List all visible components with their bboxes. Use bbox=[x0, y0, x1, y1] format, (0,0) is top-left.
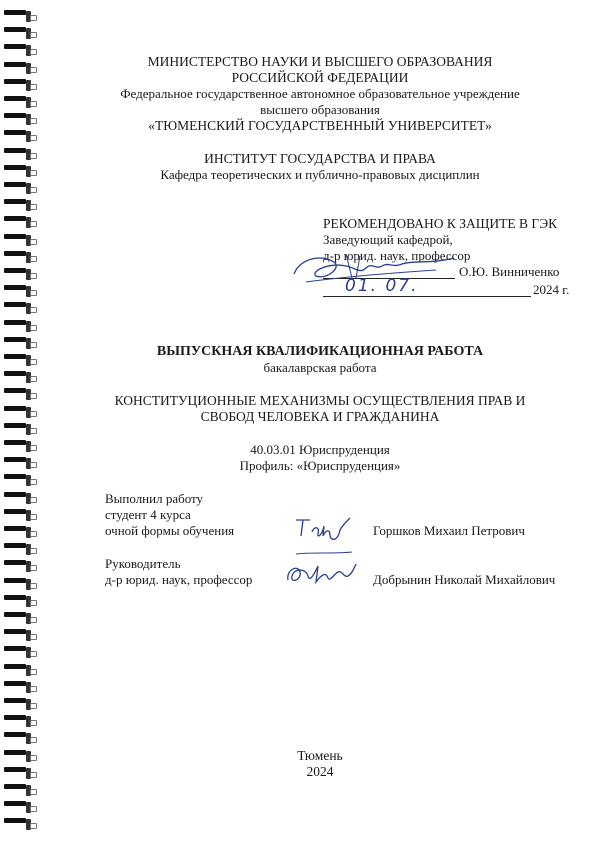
binding-ring bbox=[4, 818, 26, 823]
binding-ring bbox=[4, 526, 26, 531]
head-title: Заведующий кафедрой, bbox=[323, 232, 453, 247]
binding-ring bbox=[4, 44, 26, 49]
binding-ring bbox=[4, 801, 26, 806]
binding-ring bbox=[4, 130, 26, 135]
student-name: Горшков Михаил Петрович bbox=[373, 523, 525, 538]
institute-name: ИНСТИТУТ ГОСУДАРСТВА И ПРАВА bbox=[204, 151, 436, 166]
binding-ring bbox=[4, 629, 26, 634]
binding-hole bbox=[30, 101, 37, 107]
binding-hole bbox=[30, 720, 37, 726]
binding-ring bbox=[4, 784, 26, 789]
binding-hole bbox=[30, 703, 37, 709]
head-name: О.Ю. Винниченко bbox=[459, 264, 560, 279]
binding-ring bbox=[4, 234, 26, 239]
binding-ring bbox=[4, 543, 26, 548]
work-type: ВЫПУСКНАЯ КВАЛИФИКАЦИОННАЯ РАБОТА bbox=[156, 344, 484, 359]
binding-ring bbox=[4, 750, 26, 755]
binding-ring bbox=[4, 698, 26, 703]
binding-ring bbox=[4, 320, 26, 325]
binding-hole bbox=[30, 565, 37, 571]
work-level: бакалаврская работа bbox=[263, 360, 377, 375]
binding-ring bbox=[4, 423, 26, 428]
binding-hole bbox=[30, 772, 37, 778]
binding-ring bbox=[4, 27, 26, 32]
date-line bbox=[323, 296, 531, 297]
binding-hole bbox=[30, 290, 37, 296]
binding-hole bbox=[30, 462, 37, 468]
head-degree: д-р юрид. наук, профессор bbox=[323, 248, 471, 263]
binding-ring bbox=[4, 199, 26, 204]
binding-ring bbox=[4, 285, 26, 290]
binding-hole bbox=[30, 221, 37, 227]
binding-hole bbox=[30, 256, 37, 262]
binding-hole bbox=[30, 15, 37, 21]
binding-hole bbox=[30, 273, 37, 279]
binding-ring bbox=[4, 79, 26, 84]
binding-hole bbox=[30, 789, 37, 795]
binding-hole bbox=[30, 514, 37, 520]
binding-ring bbox=[4, 646, 26, 651]
binding-ring bbox=[4, 182, 26, 187]
university-name: «ТЮМЕНСКИЙ ГОСУДАРСТВЕННЫЙ УНИВЕРСИТЕТ» bbox=[148, 118, 492, 133]
binding-ring bbox=[4, 96, 26, 101]
binding-hole bbox=[30, 118, 37, 124]
binding-ring bbox=[4, 509, 26, 514]
binding-ring bbox=[4, 268, 26, 273]
binding-ring bbox=[4, 767, 26, 772]
binding-ring bbox=[4, 457, 26, 462]
profile: Профиль: «Юриспруденция» bbox=[239, 458, 401, 473]
binding-ring bbox=[4, 148, 26, 153]
spiral-binding bbox=[0, 0, 40, 842]
binding-hole bbox=[30, 325, 37, 331]
binding-hole bbox=[30, 376, 37, 382]
binding-hole bbox=[30, 239, 37, 245]
binding-ring bbox=[4, 578, 26, 583]
binding-ring bbox=[4, 715, 26, 720]
handwritten-date: 01. 07. bbox=[345, 276, 419, 296]
binding-ring bbox=[4, 440, 26, 445]
binding-hole bbox=[30, 531, 37, 537]
binding-hole bbox=[30, 135, 37, 141]
binding-hole bbox=[30, 359, 37, 365]
binding-hole bbox=[30, 342, 37, 348]
binding-hole bbox=[30, 170, 37, 176]
binding-hole bbox=[30, 583, 37, 589]
student-label-line-1: Выполнил работу bbox=[105, 491, 204, 506]
binding-hole bbox=[30, 686, 37, 692]
binding-hole bbox=[30, 479, 37, 485]
student-label-line-2: студент 4 курса bbox=[105, 507, 191, 522]
binding-ring bbox=[4, 474, 26, 479]
binding-ring bbox=[4, 732, 26, 737]
binding-ring bbox=[4, 595, 26, 600]
binding-ring bbox=[4, 10, 26, 15]
binding-ring bbox=[4, 216, 26, 221]
year: 2024 bbox=[306, 764, 334, 779]
binding-ring bbox=[4, 612, 26, 617]
supervisor-label-line-2: д-р юрид. наук, профессор bbox=[105, 572, 253, 587]
binding-hole bbox=[30, 393, 37, 399]
binding-ring bbox=[4, 165, 26, 170]
binding-hole bbox=[30, 806, 37, 812]
binding-ring bbox=[4, 251, 26, 256]
student-signature bbox=[292, 512, 354, 544]
ministry-line-1: МИНИСТЕРСТВО НАУКИ И ВЫСШЕГО ОБРАЗОВАНИЯ bbox=[147, 54, 493, 69]
institution-type-line-2: высшего образования bbox=[260, 102, 380, 117]
binding-hole bbox=[30, 445, 37, 451]
binding-hole bbox=[30, 307, 37, 313]
binding-hole bbox=[30, 737, 37, 743]
work-title-line-1: КОНСТИТУЦИОННЫЕ МЕХАНИЗМЫ ОСУЩЕСТВЛЕНИЯ ПРАВ И bbox=[114, 393, 526, 408]
binding-hole bbox=[30, 411, 37, 417]
binding-hole bbox=[30, 67, 37, 73]
binding-ring bbox=[4, 113, 26, 118]
supervisor-signature bbox=[282, 550, 362, 590]
binding-hole bbox=[30, 634, 37, 640]
ministry-line-2: РОССИЙСКОЙ ФЕДЕРАЦИИ bbox=[231, 70, 409, 85]
binding-ring bbox=[4, 681, 26, 686]
approval-year: 2024 г. bbox=[533, 282, 570, 297]
binding-hole bbox=[30, 497, 37, 503]
binding-hole bbox=[30, 428, 37, 434]
department-name: Кафедра теоретических и публично-правовых дисциплин bbox=[160, 167, 480, 182]
specialty: 40.03.01 Юриспруденция bbox=[250, 442, 390, 457]
binding-hole bbox=[30, 651, 37, 657]
binding-ring bbox=[4, 664, 26, 669]
student-label-line-3: очной формы обучения bbox=[105, 523, 235, 538]
binding-ring bbox=[4, 406, 26, 411]
binding-hole bbox=[30, 755, 37, 761]
binding-hole bbox=[30, 49, 37, 55]
binding-hole bbox=[30, 600, 37, 606]
binding-hole bbox=[30, 32, 37, 38]
city: Тюмень bbox=[297, 748, 343, 763]
binding-ring bbox=[4, 371, 26, 376]
institution-type-line-1: Федеральное государственное автономное образовательное учреждение bbox=[120, 86, 520, 101]
binding-ring bbox=[4, 62, 26, 67]
binding-ring bbox=[4, 388, 26, 393]
binding-hole bbox=[30, 204, 37, 210]
binding-ring bbox=[4, 560, 26, 565]
binding-hole bbox=[30, 823, 37, 829]
binding-hole bbox=[30, 153, 37, 159]
recommended-label: РЕКОМЕНДОВАНО К ЗАЩИТЕ В ГЭК bbox=[323, 216, 558, 231]
binding-hole bbox=[30, 617, 37, 623]
supervisor-label-line-1: Руководитель bbox=[105, 556, 181, 571]
binding-hole bbox=[30, 187, 37, 193]
binding-hole bbox=[30, 548, 37, 554]
supervisor-name: Добрынин Николай Михайлович bbox=[373, 572, 556, 587]
binding-ring bbox=[4, 337, 26, 342]
binding-ring bbox=[4, 302, 26, 307]
binding-ring bbox=[4, 492, 26, 497]
binding-hole bbox=[30, 669, 37, 675]
binding-ring bbox=[4, 354, 26, 359]
work-title-line-2: СВОБОД ЧЕЛОВЕКА И ГРАЖДАНИНА bbox=[200, 409, 440, 424]
binding-hole bbox=[30, 84, 37, 90]
